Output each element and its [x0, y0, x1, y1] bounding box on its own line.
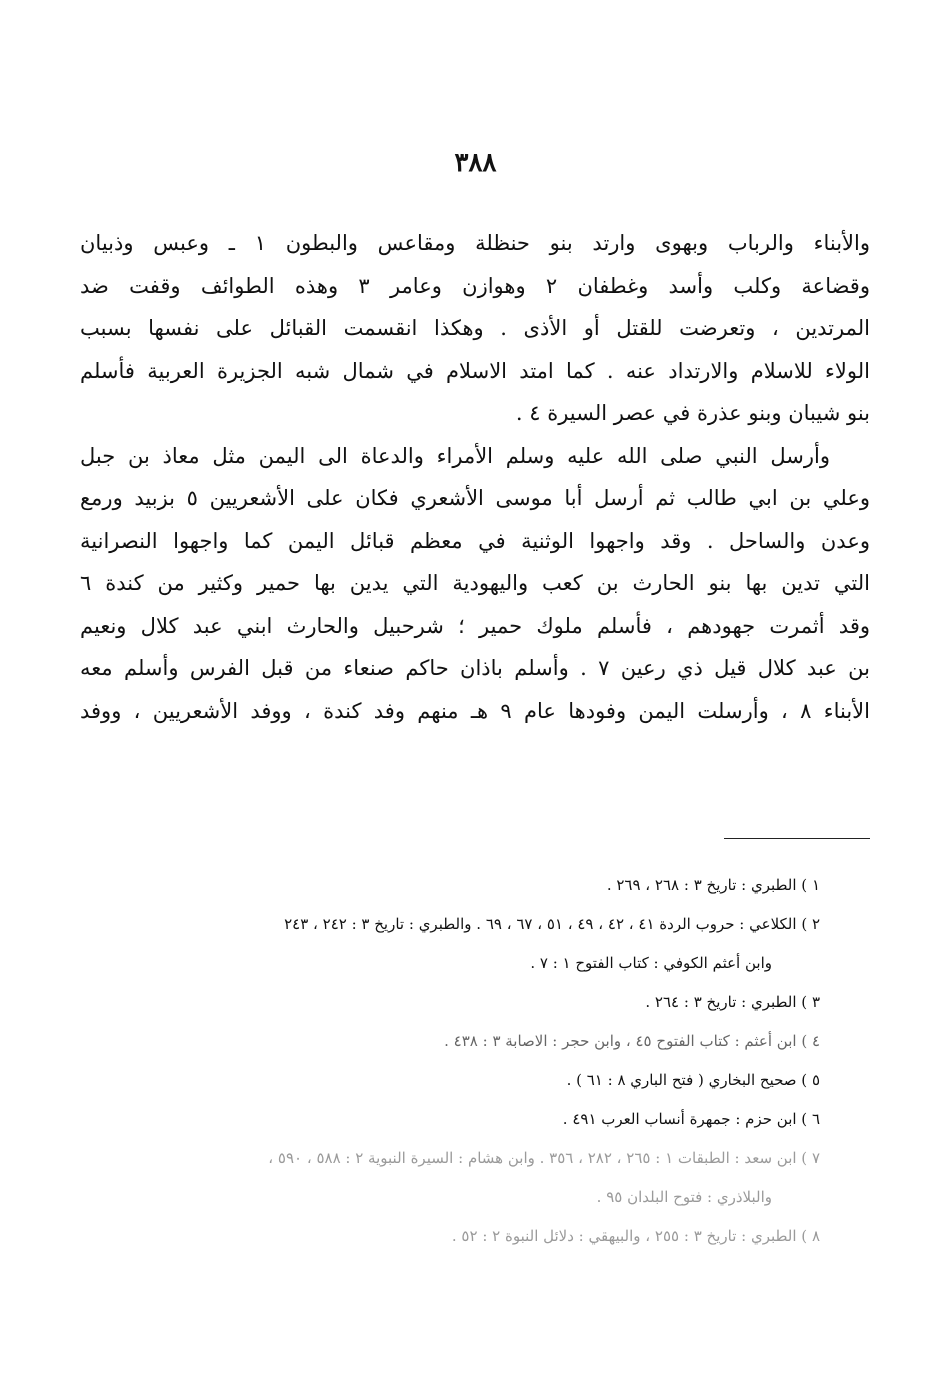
body-line: وقد أثمرت جهودهم ، فأسلم ملوك حمير ؛ شرحبيل والحارث ابني عبد كلال ونعيم: [80, 613, 870, 638]
body-line: الولاء للاسلام والارتداد عنه . كما امتد الاسلام في شمال شبه الجزيرة العربية فأسلم: [80, 358, 870, 383]
body-line: وعدن والساحل . وقد واجهوا الوثنية في معظم قبائل اليمن كما واجهوا النصرانية: [80, 528, 870, 553]
footnote: والبلاذري : فتوح البلدان ٩٥ .: [596, 1188, 772, 1206]
footnote: ٤ ) ابن أعثم : كتاب الفتوح ٤٥ ، وابن حجر : الاصابة ٣ : ٤٣٨ .: [444, 1032, 820, 1050]
page-number: ٣٨٨: [454, 148, 497, 178]
body-line: التي تدين بها بنو الحارث بن كعب واليهودية التي يدين بها حمير وكثير من كندة ٦: [80, 571, 870, 595]
footnote: وابن أعثم الكوفي : كتاب الفتوح ١ : ٧ .: [530, 954, 772, 972]
body-line: بنو شيبان وبنو عذرة في عصر السيرة ٤ .: [515, 401, 870, 425]
body-text: [80, 222, 870, 732]
footnote: ٣ ) الطبري : تاريخ ٣ : ٢٦٤ .: [645, 993, 820, 1011]
body-line: بن عبد كلال قيل ذي رعين ٧ . وأسلم باذان حاكم صنعاء من قبل الفرس وأسلم معه: [80, 656, 870, 680]
body-line: والأبناء والرباب وبهوى وارتد بنو حنظلة ومقاعس والبطون ١ ـ وعبس وذبيان: [80, 231, 870, 255]
footnote: ١ ) الطبري : تاريخ ٣ : ٢٦٨ ، ٢٦٩ .: [606, 876, 820, 894]
body-line: وقضاعة وكلب وأسد وغطفان ٢ وهوازن وعامر ٣ وهذه الطوائف وقفت ضد: [80, 273, 870, 298]
footnote: ٧ ) ابن سعد : الطبقات ١ : ٢٦٥ ، ٢٨٢ ، ٣٥٦ . وابن هشام : السيرة النبوية ٢ : ٥٨٨ ، ٥٩٠ ،: [268, 1149, 820, 1167]
footnotes: [115, 866, 820, 1256]
footnote: ٥ ) صحيح البخاري ( فتح الباري ٨ : ٦١ ) .: [566, 1071, 820, 1089]
body-line: الأبناء ٨ ، وأرسلت اليمن وفودها عام ٩ هـ منهم وفد كندة ، ووفد الأشعريين ، ووفد: [80, 698, 870, 723]
body-line: المرتدين ، وتعرضت للقتل أو الأذى . وهكذا انقسمت القبائل على نفسها بسبب: [80, 316, 870, 340]
footnote: ٦ ) ابن حزم : جمهرة أنساب العرب ٤٩١ .: [562, 1110, 820, 1128]
footnote: ٨ ) الطبري : تاريخ ٣ : ٢٥٥ ، والبيهقي : دلائل النبوة ٢ : ٥٢ .: [451, 1227, 820, 1245]
body-line: وأرسل النبي صلى الله عليه وسلم الأمراء والدعاة الى اليمن مثل معاذ بن جبل: [80, 443, 830, 468]
footnote: ٢ ) الكلاعي : حروب الردة ٤١ ، ٤٢ ، ٤٩ ، ٥١ ، ٦٧ ، ٦٩ . والطبري : تاريخ ٣ : ٢٤٢ ، ٢٤٣: [284, 915, 820, 933]
body-line: وعلي بن ابي طالب ثم أرسل أبا موسى الأشعري فكان على الأشعريين ٥ بزبيد ورمع: [80, 486, 870, 510]
footnote-separator: [724, 838, 870, 839]
